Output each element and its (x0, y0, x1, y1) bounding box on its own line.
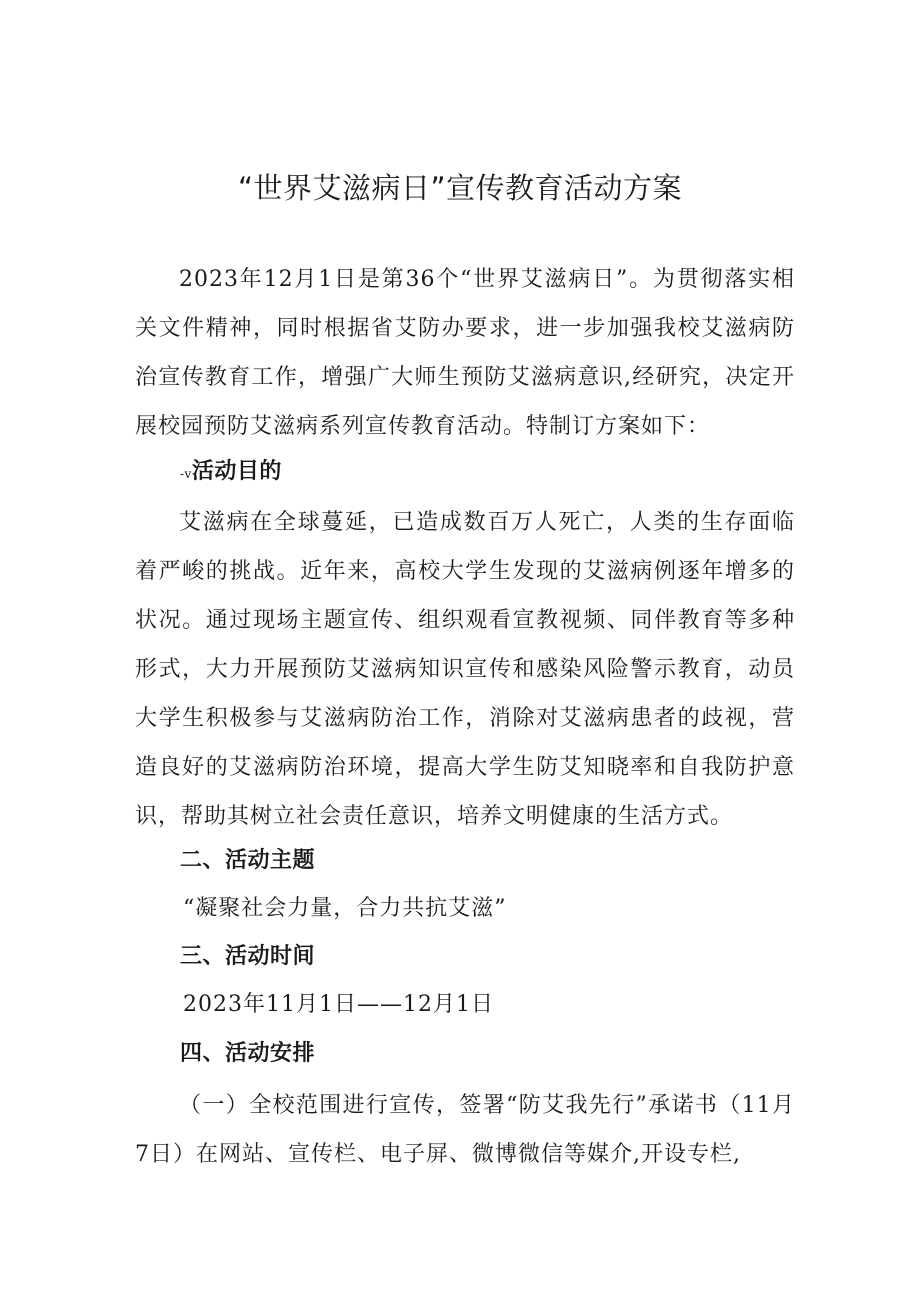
section-heading-purpose (180, 452, 282, 494)
section-number-glitch: -v (180, 467, 192, 481)
purpose-paragraph: 艾滋病在全球蔓延，已造成数百万人死亡，人类的生存面临着严峻的挑战。近年来，高校大学生发现的艾滋病例逐年增多的状况。通过现场主题宣传、组织观看宣教视频、同伴教育等多种形式，大力开展预防艾滋病知识宣传和感染风险警示教育，动员大学生积极参与艾滋病防治工作，消除对艾滋病患者的歧视，营造良好的艾滋病防治环境，提高大学生防艾知晓率和自我防护意识，帮助其树立社会责任意识，培养文明健康的生活方式。 (135, 510, 795, 829)
arrangement-paragraph: （一）全校范围进行宣传，签署“防艾我先行”承诺书（11月7日）在网站、宣传栏、电子屏、微博微信等媒介,开设专栏, (135, 1093, 795, 1167)
activity-time-range: 2023年11月1日——12月1日 (183, 992, 494, 1017)
theme-slogan: “凝聚社会力量，合力共抗艾滋” (183, 896, 507, 921)
section-heading-time: 三、活动时间 (180, 944, 316, 969)
section-heading-theme: 二、活动主题 (180, 848, 316, 873)
section-heading-purpose-text: 活动目的 (191, 459, 282, 484)
document-title: “世界艾滋病日”宣传教育活动方案 (237, 171, 683, 205)
section-heading-arrangement: 四、活动安排 (180, 1041, 316, 1066)
intro-paragraph: 2023年12月1日是第36个“世界艾滋病日”。为贯彻落实相关文件精神，同时根据省艾防办要求，进一步加强我校艾滋病防治宣传教育工作，增强广大师生预防艾滋病意识,经研究，决定开展校园预防艾滋病系列宣传教育活动。特制订方案如下： (135, 267, 795, 439)
